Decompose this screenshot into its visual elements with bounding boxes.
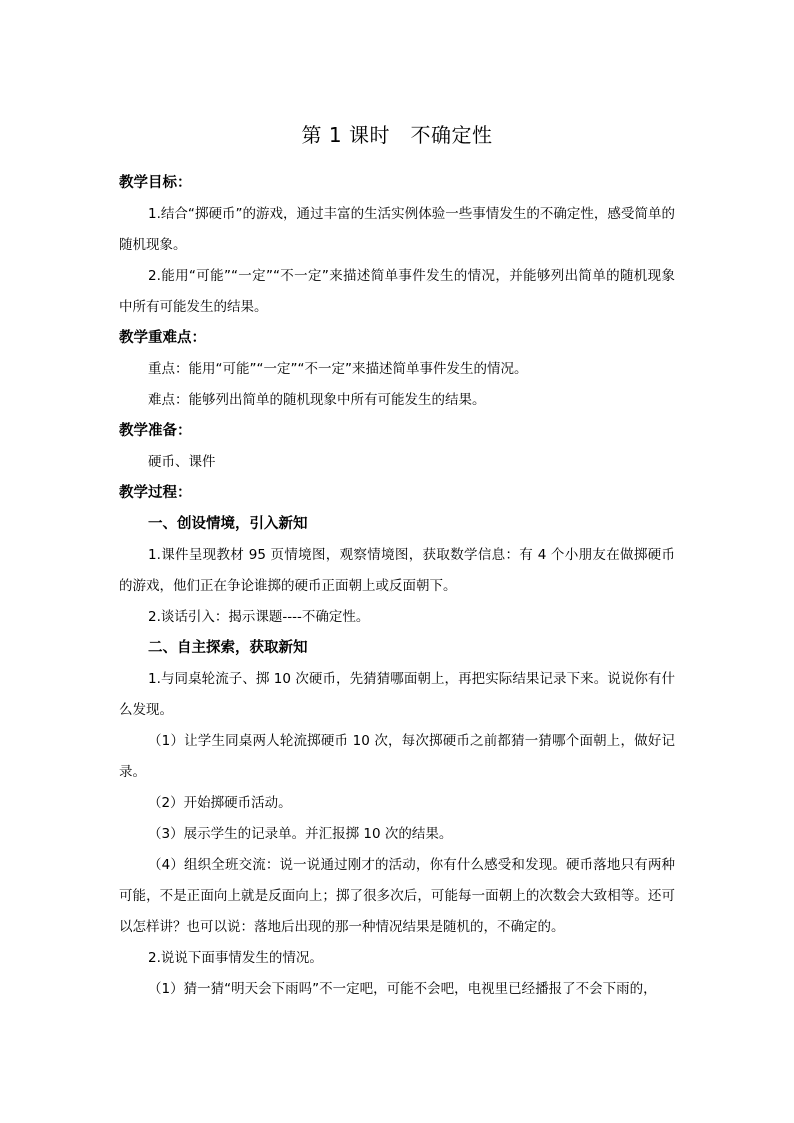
process-part2-item-3: （2）开始掷硬币活动。	[148, 795, 292, 811]
preparation-section	[119, 416, 675, 478]
key-points-heading: 教学重难点：	[119, 330, 206, 346]
objectives-heading: 教学目标：	[119, 175, 192, 191]
process-part2-item-2: （1）让学生同桌两人轮流掷硬币 10 次，每次掷硬币之前都猜一猜哪个面朝上，做好记录。	[119, 733, 675, 780]
process-part2-item-5: （4）组织全班交流：说一说通过刚才的活动，你有什么感受和发现。硬币落地只有两种可能，不是正面向上就是反面向上；掷了很多次后，可能每一面朝上的次数会大致相等。还可以怎样讲？也可以说：落地后出现的那一种情况结果是随机的，不确定的。	[119, 857, 675, 935]
process-part2-item-7: （1）猜一猜“明天会下雨吗”不一定吧，可能不会吧，电视里已经播报了不会下雨的，	[148, 981, 657, 997]
preparation-heading: 教学准备：	[119, 423, 192, 439]
process-part2-item-1: 1.与同桌轮流子、掷 10 次硬币，先猜猜哪面朝上，再把实际结果记录下来。说说你有什么发现。	[119, 671, 675, 718]
preparation-item: 硬币、课件	[148, 454, 216, 470]
process-part1-heading: 一、创设情境，引入新知	[148, 516, 308, 532]
page-title: 第 1 课时 不确定性	[301, 123, 493, 147]
process-part1-item-2: 2.谈话引入：揭示课题----不确定性。	[148, 609, 370, 625]
process-part1-item-1: 1.课件呈现教材 95 页情境图，观察情境图，获取数学信息：有 4 个小朋友在做掷硬币的游戏，他们正在争论谁掷的硬币正面朝上或反面朝下。	[119, 547, 675, 594]
process-part2-item-4: （3）展示学生的记录单。并汇报掷 10 次的结果。	[148, 826, 453, 842]
objectives-item-2: 2.能用“可能”“一定”“不一定”来描述简单事件发生的情况，并能够列出简单的随机现象中所有可能发生的结果。	[119, 268, 675, 315]
objectives-item-1: 1.结合“掷硬币”的游戏，通过丰富的生活实例体验一些事情发生的不确定性，感受简单的随机现象。	[119, 206, 675, 253]
key-points-section	[119, 323, 675, 416]
key-point-focus: 重点：能用“可能”“一定”“不一定”来描述简单事件发生的情况。	[148, 361, 528, 377]
process-heading: 教学过程：	[119, 485, 192, 501]
process-part2-heading: 二、自主探索，获取新知	[148, 640, 308, 656]
process-part2-item-6: 2.说说下面事情发生的情况。	[148, 950, 323, 966]
document-content	[119, 118, 675, 1005]
objectives-section	[119, 168, 675, 323]
process-section	[119, 478, 675, 1005]
key-point-difficulty: 难点：能够列出简单的随机现象中所有可能发生的结果。	[148, 392, 486, 408]
